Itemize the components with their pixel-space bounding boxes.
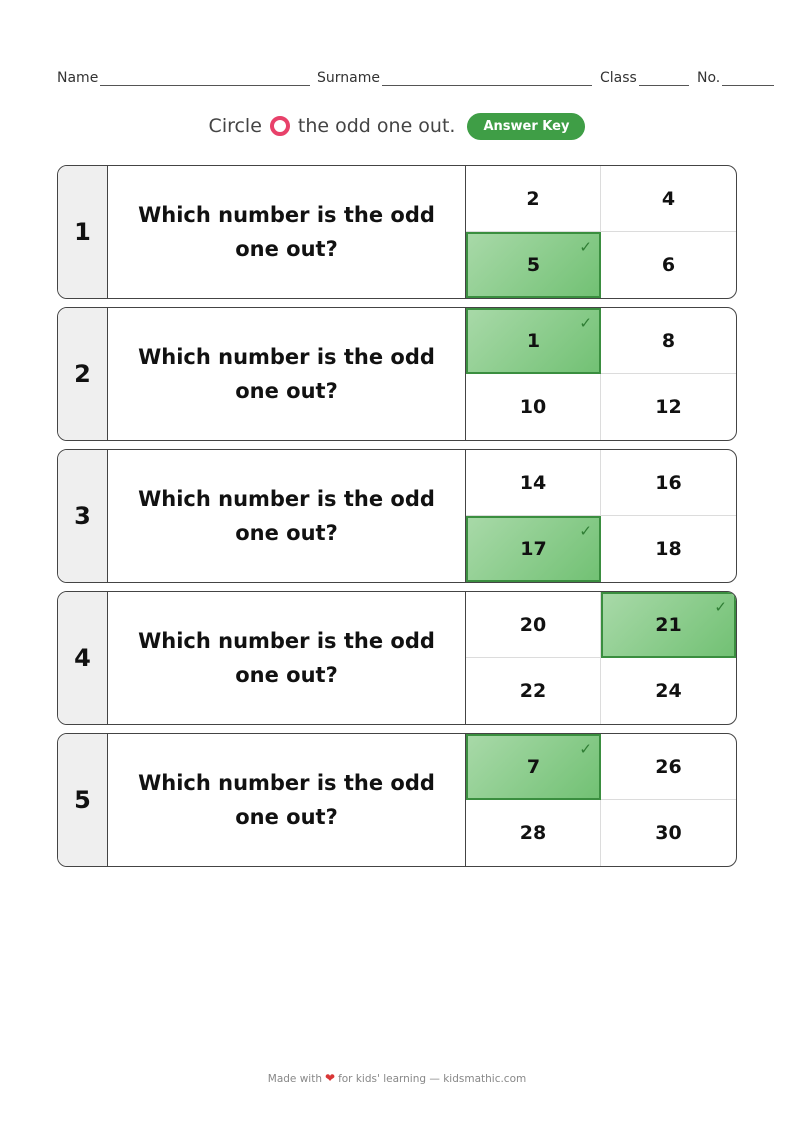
name-field[interactable]	[57, 68, 310, 86]
question-number: 3	[58, 450, 108, 582]
option-value: 30	[655, 822, 682, 844]
question-text: Which number is the odd one out?	[108, 592, 466, 724]
answer-key-badge: Answer Key	[467, 113, 585, 140]
check-icon: ✓	[579, 522, 592, 540]
answer-option[interactable]	[466, 658, 601, 724]
answer-option[interactable]	[601, 374, 736, 440]
instruction	[0, 112, 794, 140]
answer-option-correct[interactable]	[466, 734, 601, 800]
no-line[interactable]	[722, 72, 774, 86]
option-value: 20	[519, 613, 547, 636]
circle-ring-icon	[270, 116, 290, 136]
option-value: 26	[655, 755, 682, 778]
question-number: 2	[58, 308, 108, 440]
check-icon: ✓	[579, 314, 592, 332]
answer-option-correct[interactable]	[466, 232, 601, 298]
footer	[0, 1071, 794, 1085]
answer-option[interactable]	[601, 166, 736, 232]
answer-option[interactable]	[601, 450, 736, 516]
option-value: 12	[655, 396, 682, 418]
question-number: 1	[58, 166, 108, 298]
question-text: Which number is the odd one out?	[108, 308, 466, 440]
answer-options	[466, 450, 736, 582]
question-text: Which number is the odd one out?	[108, 450, 466, 582]
option-value: 5	[526, 254, 541, 276]
option-value: 8	[661, 329, 676, 352]
answer-option[interactable]	[601, 658, 736, 724]
answer-options	[466, 592, 736, 724]
question-number: 4	[58, 592, 108, 724]
class-label: Class	[600, 70, 637, 86]
option-value: 21	[655, 614, 682, 636]
check-icon: ✓	[579, 740, 592, 758]
question-card	[57, 591, 737, 725]
question-number: 5	[58, 734, 108, 866]
question-card	[57, 307, 737, 441]
answer-options	[466, 166, 736, 298]
surname-field[interactable]	[317, 68, 592, 86]
answer-option[interactable]	[601, 516, 736, 582]
option-value: 22	[519, 680, 547, 702]
class-field[interactable]	[600, 68, 689, 86]
instruction-prefix: Circle	[208, 115, 262, 137]
answer-option-correct[interactable]	[466, 308, 601, 374]
option-value: 24	[655, 680, 682, 702]
answer-option[interactable]	[601, 734, 736, 800]
name-label: Name	[57, 70, 99, 86]
option-value: 6	[661, 254, 676, 276]
question-card	[57, 449, 737, 583]
header-fields	[57, 68, 773, 88]
footer-made-with: Made with	[267, 1073, 322, 1085]
question-text: Which number is the odd one out?	[108, 166, 466, 298]
answer-option[interactable]	[601, 800, 736, 866]
surname-line[interactable]	[382, 72, 592, 86]
question-text: Which number is the odd one out?	[108, 734, 466, 866]
answer-option[interactable]	[601, 308, 736, 374]
option-value: 17	[520, 538, 547, 560]
check-icon: ✓	[714, 598, 727, 616]
check-icon: ✓	[579, 238, 592, 256]
answer-option[interactable]	[466, 800, 601, 866]
heart-icon: ❤	[325, 1071, 336, 1085]
answer-option[interactable]	[601, 232, 736, 298]
option-value: 1	[526, 330, 541, 352]
answer-option[interactable]	[466, 592, 601, 658]
answer-options	[466, 734, 736, 866]
question-card	[57, 733, 737, 867]
question-list	[57, 165, 737, 875]
surname-label: Surname	[317, 70, 380, 86]
option-value: 16	[655, 471, 682, 494]
answer-option[interactable]	[466, 374, 601, 440]
instruction-suffix: the odd one out.	[297, 115, 456, 137]
class-line[interactable]	[639, 72, 689, 86]
number-field[interactable]	[697, 68, 774, 86]
option-value: 18	[655, 538, 682, 560]
footer-rest: for kids' learning — kidsmathic.com	[338, 1073, 527, 1085]
name-line[interactable]	[100, 72, 310, 86]
option-value: 14	[519, 471, 547, 494]
no-label: No.	[697, 70, 721, 86]
answer-options	[466, 308, 736, 440]
option-value: 4	[661, 187, 676, 210]
option-value: 2	[526, 187, 540, 210]
option-value: 28	[519, 822, 547, 844]
answer-option[interactable]	[466, 166, 601, 232]
question-card	[57, 165, 737, 299]
option-value: 10	[519, 396, 547, 418]
answer-option-correct[interactable]	[601, 592, 736, 658]
option-value: 7	[526, 756, 541, 778]
answer-option-correct[interactable]	[466, 516, 601, 582]
answer-option[interactable]	[466, 450, 601, 516]
